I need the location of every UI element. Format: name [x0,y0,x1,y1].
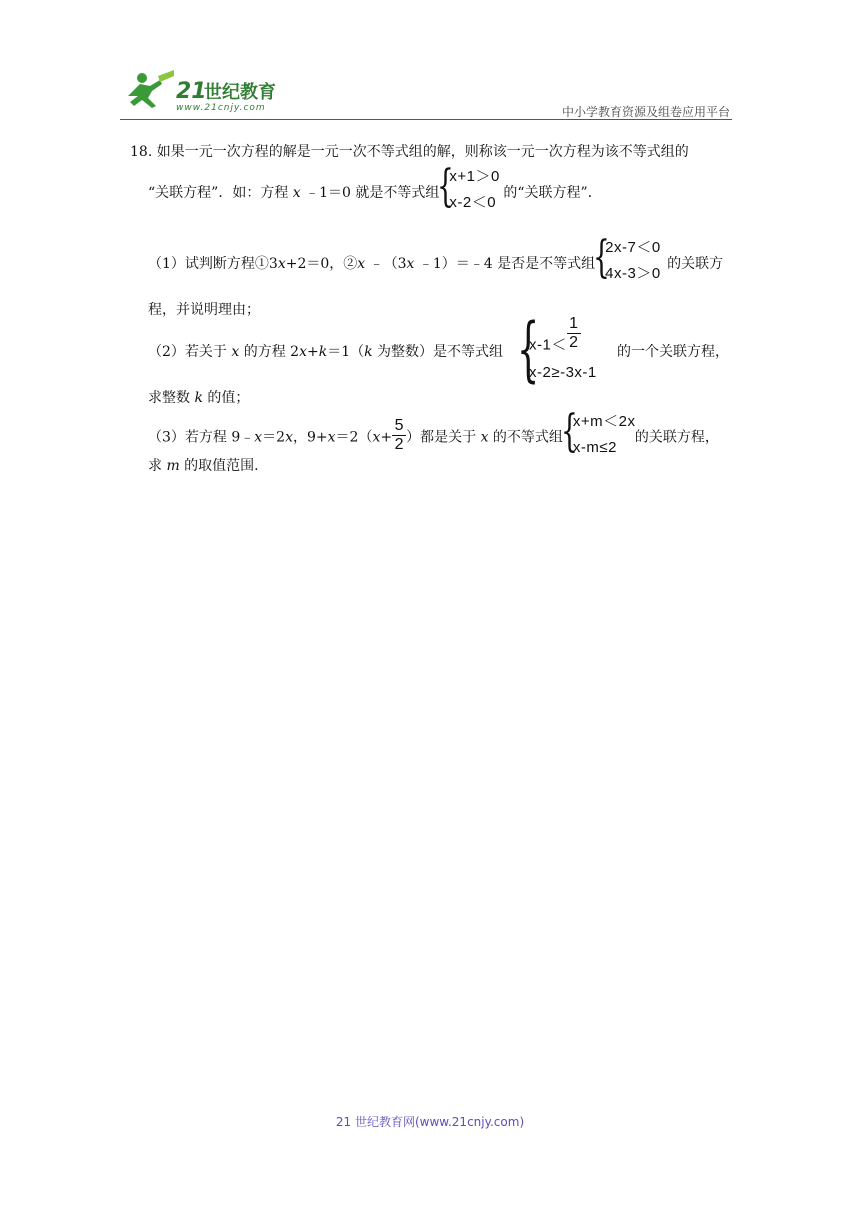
system-row: x-2＜0 [449,194,497,211]
system-row: x-2≥-3x-1 [529,364,597,381]
part1-line-cont: 程，并说明理由； [148,302,260,318]
question-intro-line2: “关联方程”．如：方程 x ﹣1＝0 就是不等式组 { x+1＞0 x-2＜0 的“关联方程”． [148,161,602,212]
inequality-system-part3: { x+m＜2x x-m≤2 [560,405,636,457]
fraction-one-half: $\frac{1}{2}$ [567,316,581,351]
footer-link[interactable]: 21 世纪教育网(www.21cnjy.com) [335,1115,525,1129]
svg-text:www.21cnjy.com: www.21cnjy.com [176,103,266,113]
svg-text:世纪教育: 世纪教育 [204,82,276,103]
logo-21cnjy [120,66,295,114]
platform-title: 中小学教育资源及组卷应用平台 [561,105,730,119]
part3-line-cont: 求 m 的取值范围. [148,458,259,474]
system-row: 4x-3＞0 [605,265,661,282]
part2-line-cont: 求整数 k 的值； [148,390,250,406]
system-row: 2x-7＜0 [605,239,661,256]
system-row: x-1＜ $\frac{1}{2}$ [529,328,581,363]
question-intro-line1: 18. 如果一元一次方程的解是一元一次不等式组的解，则称该一元一次方程为该不等式组的 [130,144,689,160]
inequality-system-example: { x+1＞0 x-2＜0 [437,161,500,212]
part2-line: （2）若关于 x 的方程 2x+k＝1（k 为整数）是不等式组 [148,344,504,360]
part1-line: （1）试判断方程①3x+2＝0，②x ﹣（3x ﹣1）＝﹣4 是否是不等式组 { 2x-7＜0 4x-3＞0 的关联方 [148,232,724,283]
svg-text:21: 21 [176,79,207,104]
fraction-five-halves: $\frac{5}{2}$ [392,418,406,453]
part3-line: （3）若方程 9﹣x＝2x，9+x＝2（x+ $\frac{5}{2}$ ）都是关于 x 的不等式组 { x+m＜2x x-m≤2 的关联方程， [148,405,719,457]
system-row: x-m≤2 [572,438,617,456]
system-row: x+1＞0 [449,168,500,185]
inequality-system-part1: { 2x-7＜0 4x-3＞0 [593,232,661,283]
header-divider [120,119,732,120]
inequality-system-part2: { x-1＜ $\frac{1}{2}$ x-2≥-3x-1 [517,308,597,390]
part2-line-tail: 的一个关联方程， [617,344,729,360]
system-row: x+m＜2x [572,412,636,430]
